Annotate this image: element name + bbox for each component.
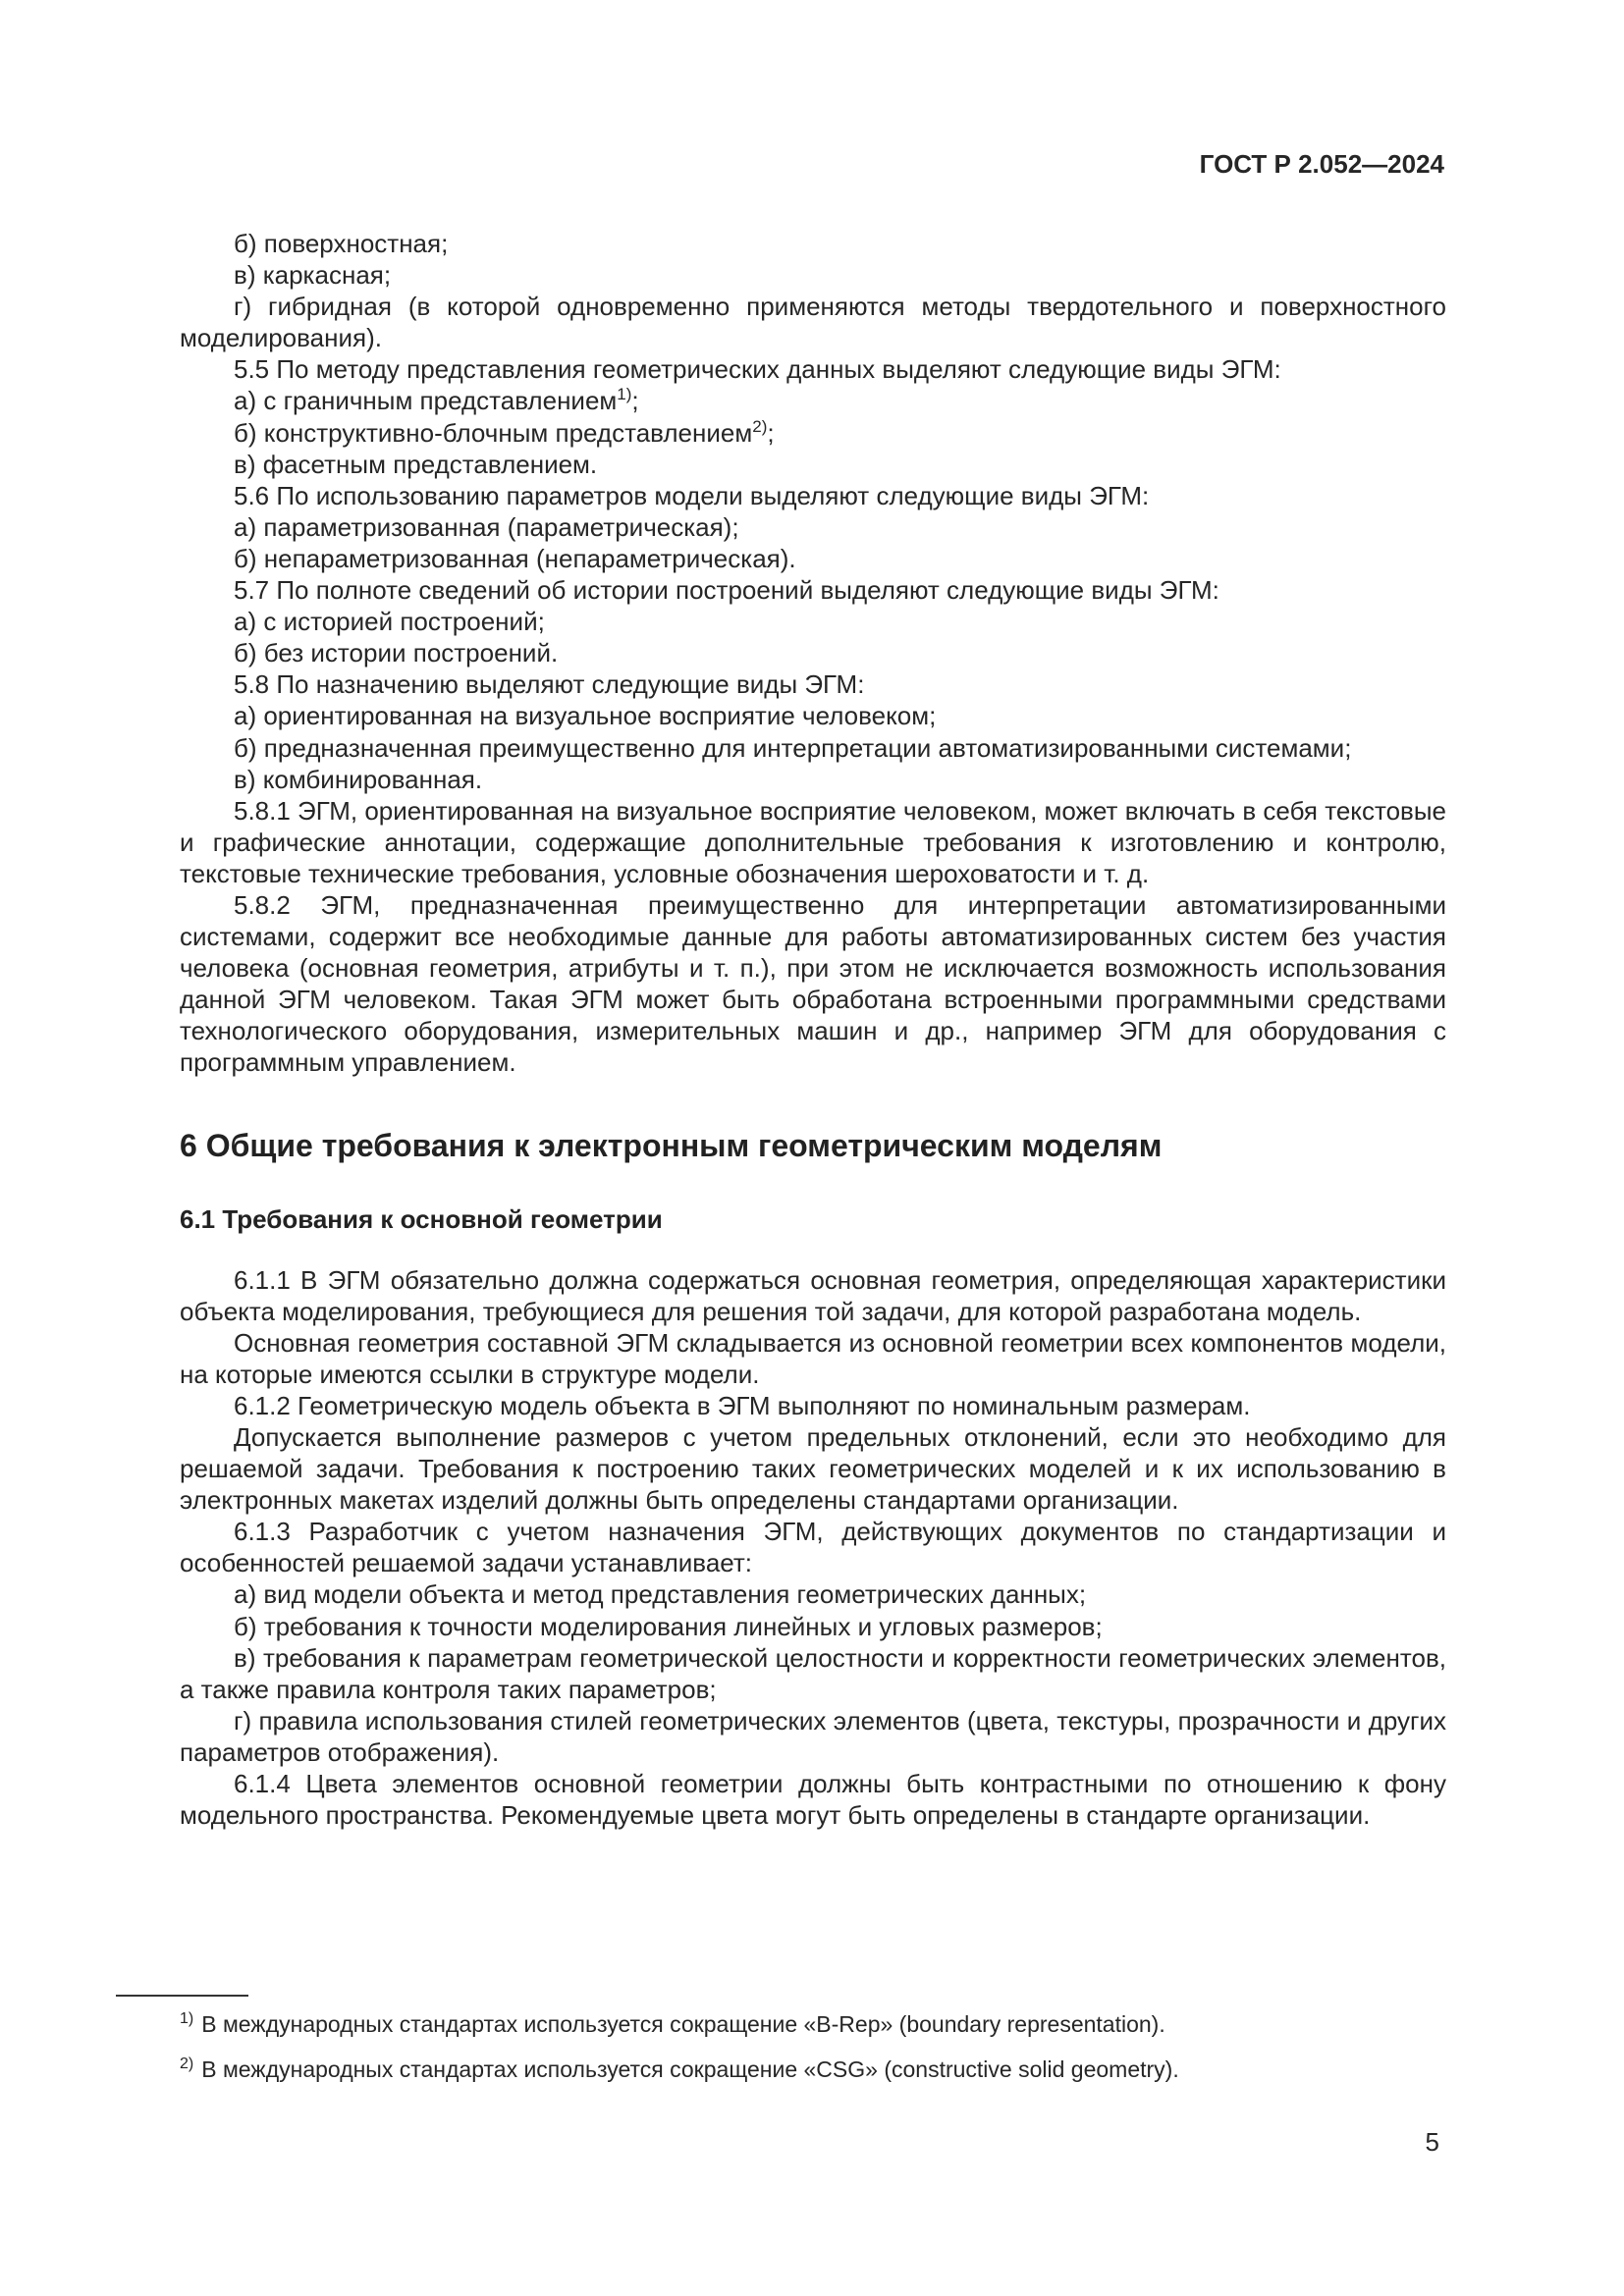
paragraph: Допускается выполнение размеров с учетом предельных отклонений, если это необходимо для решаемой задачи. Требования к построению таких геометрических моделей и к их использованию в электронных макетах изделий должны быть определены стандартами организации. xyxy=(180,1422,1446,1516)
paragraph: 5.6 По использованию параметров модели выделяют следующие виды ЭГМ: xyxy=(234,480,1150,510)
paragraph: 5.7 По полноте сведений об истории построений выделяют следующие виды ЭГМ: xyxy=(234,575,1219,606)
paragraph: 5.5 По методу представления геометрических данных выделяют следующие виды ЭГМ: xyxy=(234,354,1281,385)
paragraph-with-footnote-2 xyxy=(180,417,1446,449)
footnotes xyxy=(180,2010,1446,2101)
paragraph: 5.8.2 ЭГМ, предназначенная преимущественно для интерпретации автоматизированными системами, содержит все необходимые данные для работы автоматизированных систем без участия человека (основная геометрия, атрибуты и т. п.), при этом не исключается возможность использования данной ЭГМ человеком. Такая ЭГМ может быть обработана встроенными программными средствами технологического оборудования, измерительных машин и др., например ЭГМ для оборудования с программным управлением. xyxy=(180,889,1446,1078)
footnote-2 xyxy=(180,2056,1446,2083)
paragraph: а) с историей построений; xyxy=(234,607,545,637)
paragraph: 6.1.3 Разработчик с учетом назначения ЭГМ, действующих документов по стандартизации и особенностей решаемой задачи устанавливает: xyxy=(180,1517,1446,1578)
paragraph-with-footnote-1 xyxy=(180,385,1446,416)
footnote-ref-2: 2) xyxy=(752,416,768,436)
footnote-mark: 2) xyxy=(180,2056,194,2072)
footnote-1 xyxy=(180,2010,1446,2038)
paragraph: 6.1.1 В ЭГМ обязательно должна содержаться основная геометрия, определяющая характеристики объекта моделирования, требующиеся для решения той задачи, для которой разработана модель. xyxy=(180,1264,1446,1326)
paragraph: 5.8 По назначению выделяют следующие виды ЭГМ: xyxy=(234,669,865,700)
paragraph: б) без истории построений. xyxy=(234,638,559,668)
paragraph: б) поверхностная; xyxy=(234,229,449,258)
main-text xyxy=(180,228,1446,1831)
paragraph: а) параметризованная (параметрическая); xyxy=(234,511,739,542)
footnote-text: В международных стандартах используется сокращение «B-Rep» (boundary representation). xyxy=(201,2011,1165,2037)
document-id: ГОСТ Р 2.052—2024 xyxy=(1199,149,1444,179)
paragraph: а) ориентированная на визуальное восприятие человеком; xyxy=(234,701,937,731)
paragraph: в) требования к параметрам геометрической целостности и корректности геометрических элементов, а также правила контроля таких параметров; xyxy=(180,1642,1446,1704)
footnote-text: В международных стандартах используется сокращение «CSG» (constructive solid geometry). xyxy=(201,2056,1179,2082)
paragraph: 6.1.4 Цвета элементов основной геометрии должны быть контрастными по отношению к фону модельного пространства. Рекомендуемые цвета могут быть определены в стандарте организации. xyxy=(180,1769,1446,1831)
paragraph: г) гибридная (в которой одновременно применяются методы твердотельного и поверхностного моделирования). xyxy=(180,292,1446,353)
page-number: 5 xyxy=(1425,2127,1439,2157)
paragraph: б) непараметризованная (непараметрическая). xyxy=(234,543,796,573)
paragraph: 6.1.2 Геометрическую модель объекта в ЭГМ выполняют по номинальным размерам. xyxy=(234,1390,1251,1420)
paragraph: в) фасетным представлением. xyxy=(234,449,598,479)
paragraph: б) предназначенная преимущественно для интерпретации автоматизированными системами; xyxy=(234,732,1352,763)
paragraph: Основная геометрия составной ЭГМ складывается из основной геометрии всех компонентов модели, на которые имеются ссылки в структуре модели. xyxy=(180,1327,1446,1389)
footnote-ref-1: 1) xyxy=(617,385,632,404)
subsection-title: 6.1 Требования к основной геометрии xyxy=(180,1203,663,1234)
punctuation: ; xyxy=(767,417,775,448)
paragraph: г) правила использования стилей геометрических элементов (цвета, текстуры, прозрачности и других параметров отображения). xyxy=(180,1705,1446,1767)
punctuation: ; xyxy=(631,386,639,416)
paragraph-text: б) конструктивно-блочным представлением xyxy=(234,417,753,448)
footnote-divider xyxy=(116,1995,248,1997)
section-title: 6 Общие требования к электронным геометрическим моделям xyxy=(180,1127,1163,1163)
paragraph-text: а) с граничным представлением xyxy=(234,386,618,416)
paragraph: 5.8.1 ЭГМ, ориентированная на визуальное восприятие человеком, может включать в себя текстовые и графические аннотации, содержащие дополнительные требования к изготовлению и контролю, текстовые технические требования, условные обозначения шероховатости и т. д. xyxy=(180,795,1446,888)
paragraph: б) требования к точности моделирования линейных и угловых размеров; xyxy=(234,1611,1103,1641)
paragraph: а) вид модели объекта и метод представления геометрических данных; xyxy=(234,1579,1087,1610)
footnote-mark: 1) xyxy=(180,2010,194,2027)
paragraph: в) каркасная; xyxy=(234,260,392,291)
paragraph: в) комбинированная. xyxy=(234,764,483,794)
